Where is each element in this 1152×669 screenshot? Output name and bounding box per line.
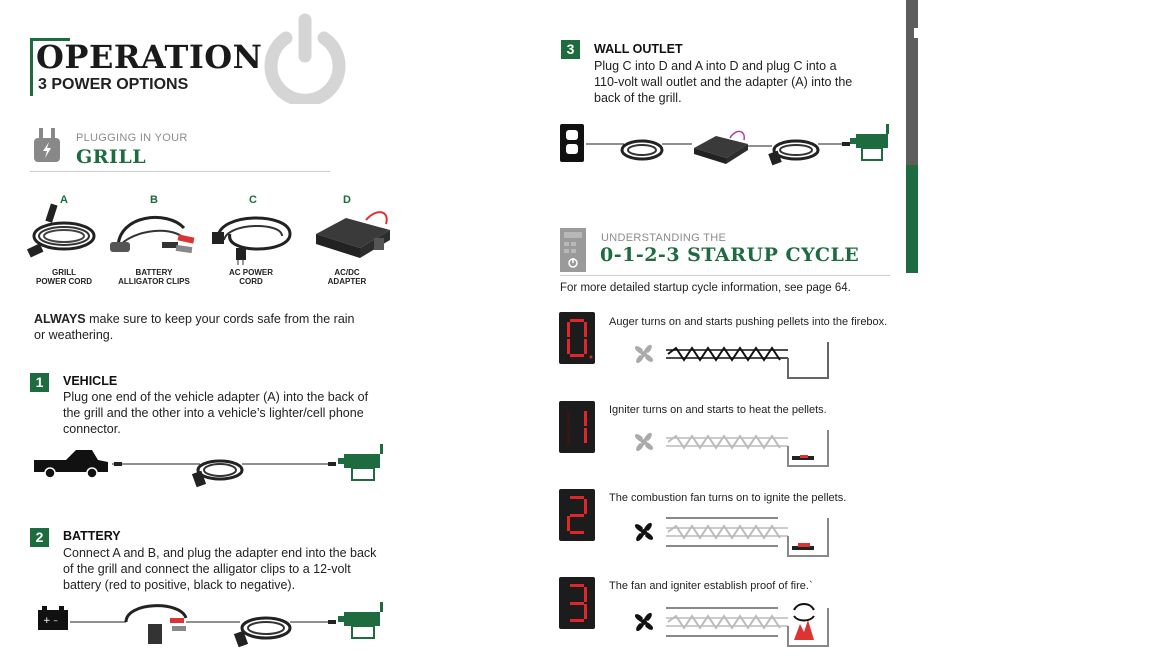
fan-icon [635, 613, 653, 631]
fan-icon [635, 523, 653, 541]
wall-line-1: Plug C into D and A into D and plug C into a [594, 59, 837, 73]
component-caption-b [109, 268, 199, 286]
page-title: OPERATION [36, 38, 263, 76]
digit-3-glyph [559, 577, 595, 629]
fan-icon [635, 433, 653, 451]
auger-diagram-3 [628, 600, 830, 648]
caption-b-line2: ALLIGATOR CLIPS [118, 277, 190, 286]
vehicle-connection-diagram [30, 440, 390, 496]
battery-icon [38, 606, 68, 630]
component-letter-b: B [150, 194, 158, 206]
grill-icon [850, 124, 889, 160]
component-letter-d: D [343, 194, 351, 206]
grill-icon [338, 602, 383, 638]
alligator-clips-image [108, 204, 200, 266]
always-note [34, 311, 414, 343]
option-body-vehicle [63, 389, 403, 437]
digit-display-3 [559, 577, 595, 629]
plugging-label-big: GRILL [76, 146, 147, 168]
option-body-battery [63, 545, 408, 593]
startup-divider [560, 275, 890, 276]
option-number-3: 3 [561, 40, 580, 59]
caption-c-line2: CORD [239, 277, 263, 286]
battery-connection-diagram [30, 596, 390, 662]
digit-display-1 [559, 401, 595, 453]
svg-text:+ –: + – [43, 616, 58, 626]
always-rest2: or weathering. [34, 328, 114, 342]
caption-d-line2: ADAPTER [327, 277, 367, 286]
title-frame-left [30, 38, 33, 96]
auger-diagram-2 [628, 512, 830, 558]
digit-2-glyph [559, 489, 595, 541]
edge-tab-mark [914, 28, 918, 38]
caption-b-line1: BATTERY [135, 268, 173, 277]
always-rest1: make sure to keep your cords safe from the rain [85, 312, 355, 326]
battery-line-2: of the grill and connect the alligator clips to a 12-volt [63, 562, 351, 576]
wall-outlet-icon [560, 124, 584, 162]
vehicle-line-2: the grill and the other into a vehicle’s lighter/cell phone [63, 406, 364, 420]
digit-display-2 [559, 489, 595, 541]
ac-power-cord-image [210, 204, 298, 266]
page-edge-tab-green [906, 165, 918, 273]
battery-line-3: battery (red to positive, black to negative). [63, 578, 296, 592]
wall-line-3: back of the grill. [594, 91, 682, 105]
step-text-3: The fan and igniter establish proof of fire.` [609, 580, 813, 592]
grill-icon [338, 444, 383, 480]
always-bold: ALWAYS [34, 312, 86, 326]
grill-power-cord-image [24, 202, 102, 266]
option-number-1: 1 [30, 373, 49, 392]
auger-diagram-0 [628, 338, 830, 382]
digit-display-0 [559, 312, 595, 364]
page-subtitle: 3 POWER OPTIONS [38, 76, 189, 93]
option-title-battery: BATTERY [63, 529, 121, 543]
wall-outlet-connection-diagram [558, 118, 894, 176]
digit-0-glyph [559, 312, 595, 364]
truck-icon [34, 450, 108, 478]
option-title-vehicle: VEHICLE [63, 374, 118, 388]
wall-line-2: 110-volt wall outlet and the adapter (A) into the [594, 75, 853, 89]
ac-dc-adapter-image [306, 204, 394, 266]
caption-a-line2: POWER CORD [36, 277, 92, 286]
plugging-label-small: PLUGGING IN YOUR [76, 132, 188, 144]
caption-c-line1: AC POWER [229, 268, 273, 277]
caption-d-line1: AC/DC [334, 268, 360, 277]
caption-a-line1: GRILL [52, 268, 76, 277]
option-title-wall-outlet: WALL OUTLET [594, 42, 683, 56]
step-text-0: Auger turns on and starts pushing pellets into the firebox. [609, 316, 888, 328]
digit-1-glyph [559, 401, 595, 453]
component-caption-c [206, 268, 296, 286]
startup-label-big: 0-1-2-3 STARUP CYCLE [600, 244, 860, 266]
section-divider [30, 171, 330, 172]
startup-note: For more detailed startup cycle information, see page 64. [560, 282, 851, 294]
power-icon [262, 12, 348, 104]
auger-diagram-1 [628, 426, 830, 470]
component-letter-c: C [249, 194, 257, 206]
component-caption-a [19, 268, 109, 286]
plug-icon [32, 128, 62, 164]
component-letter-a: A [60, 194, 68, 206]
controller-icon [560, 228, 586, 272]
option-body-wall-outlet [594, 58, 894, 106]
step-text-2: The combustion fan turns on to ignite the pellets. [609, 492, 847, 504]
fan-icon [635, 345, 653, 363]
component-caption-d [302, 268, 392, 286]
vehicle-line-1: Plug one end of the vehicle adapter (A) into the back of [63, 390, 369, 404]
option-number-2: 2 [30, 528, 49, 547]
battery-line-1: Connect A and B, and plug the adapter end into the back [63, 546, 377, 560]
vehicle-line-3: connector. [63, 422, 121, 436]
page-edge-tab-gray [906, 0, 918, 165]
step-text-1: Igniter turns on and starts to heat the pellets. [609, 404, 827, 416]
startup-label-small: UNDERSTANDING THE [601, 232, 727, 244]
